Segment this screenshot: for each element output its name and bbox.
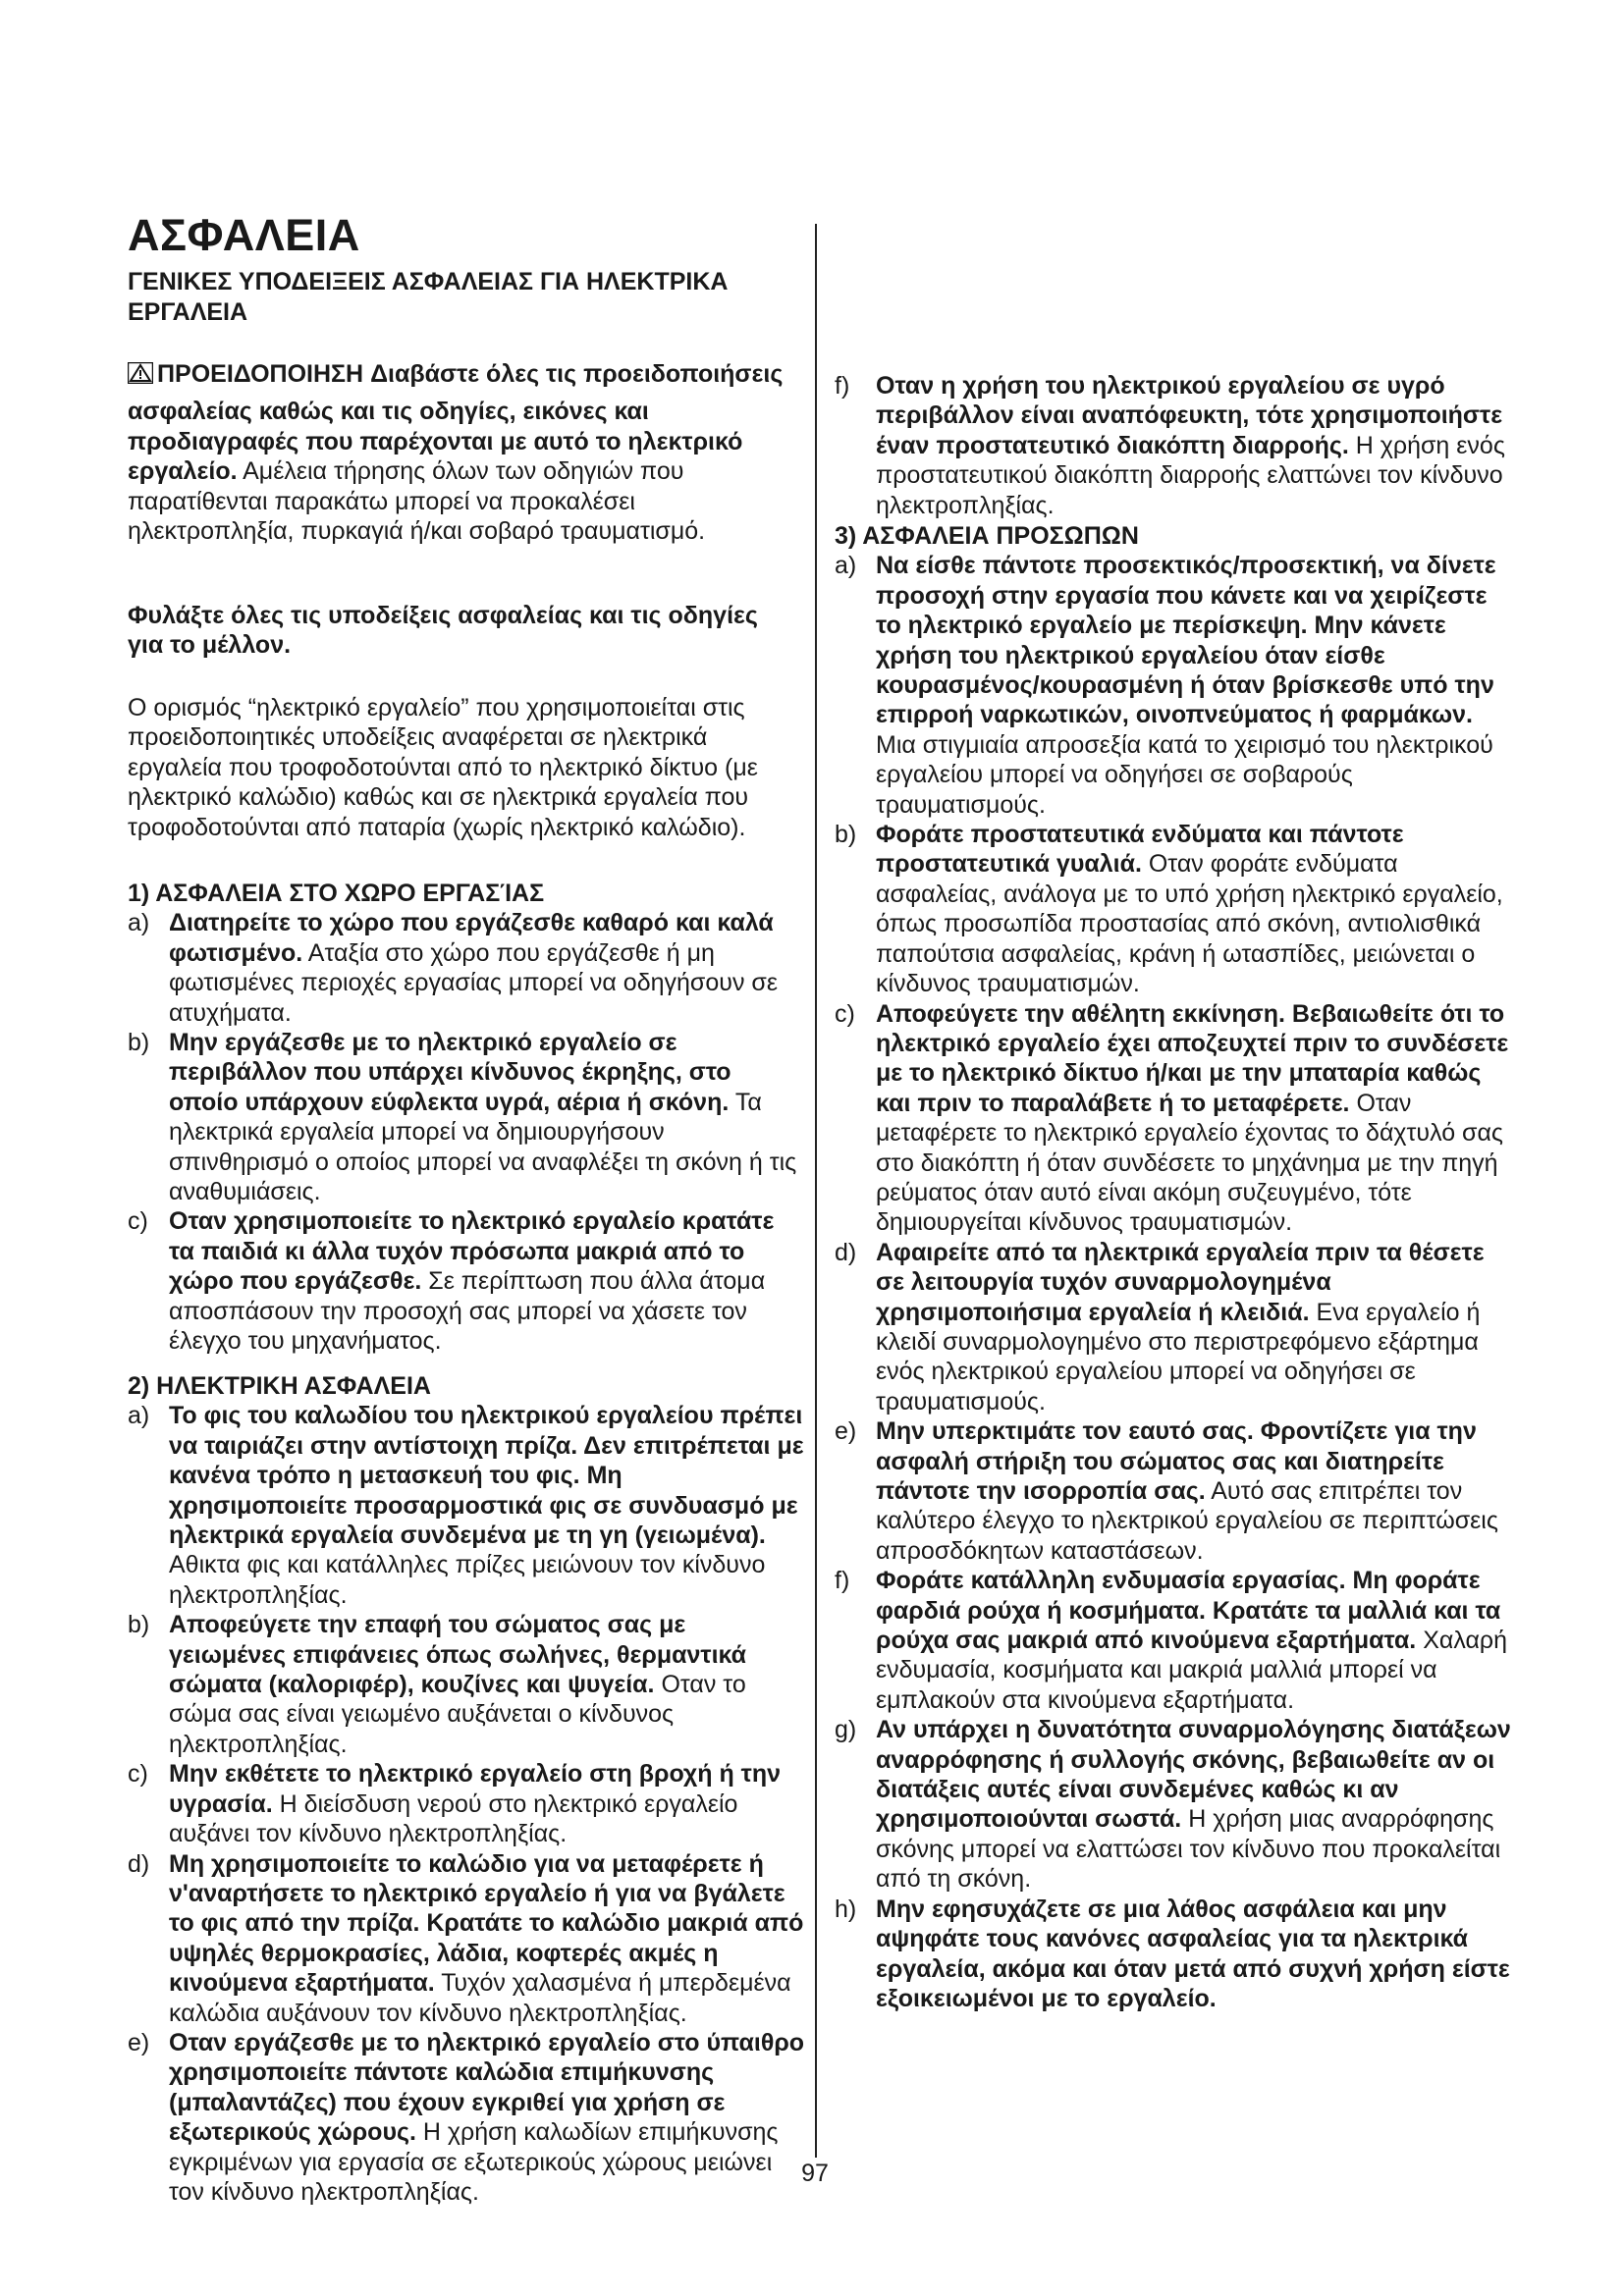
list-item: e) Οταν εργάζεσθε με το ηλεκτρικό εργαλείο στο ύπαιθρο χρησιμοποιείτε πάντοτε καλώδια επιμήκυνσης (μπαλαντάζες) που έχουν εγκριθεί για χρήση σε εξωτερικούς χώρους. Η χρήση καλωδίων επιμήκυνσης εγκριμένων για εργασία σε εξωτερικούς χώρους μειώνει τον κίνδυνο ηλεκτροπληξίας. xyxy=(128,2028,805,2206)
list-item: c) Οταν χρησιμοποιείτε το ηλεκτρικό εργαλείο κρατάτε τα παιδιά κι άλλα τυχόν πρόσωπα μακριά από το χώρο που εργάζεσθε. Σε περίπτωση που άλλα άτομα αποσπάσουν την προσοχή σας μπορεί να χάσετε τον έλεγχο του μηχανήματος. xyxy=(128,1207,775,1356)
warning-text: Αμέλεια τήρησης όλων των οδηγιών που παρατίθενται παρακάτω μπορεί να προκαλέσει ηλεκτροπληξία, πυρκαγιά ή/και σοβαρό τραυματισμό. xyxy=(128,457,706,546)
definition-paragraph: Ο ορισμός “ηλεκτρικό εργαλείο” που χρησιμοποιείται στις προειδοποιητικές υποδείξεις αναφέρεται σε ηλεκτρικά εργαλεία που τροφοδοτούνται από το ηλεκτρικό δίκτυο (με ηλεκτρικό καλώδιο) καθώς και σε ηλεκτρικά εργαλεία που τροφοδοτούνται από παταρία (χωρίς ηλεκτρικό καλώδιο). xyxy=(128,694,758,841)
section-2-heading: 2) ΗΛΕΚΤΡΙΚΗ ΑΣΦΑΛΕΙΑ xyxy=(128,1372,431,1400)
list-item: f) Οταν η χρήση του ηλεκτρικού εργαλείου σε υγρό περιβάλλον είναι αναπόφευκτη, τότε χρησιμοποιήστε έναν προστατευτικό διακόπτη διαρροής. Η χρήση ενός προστατευτικού διακόπτη διαρροής ελαττώνει τον κίνδυνο ηλεκτροπληξίας. xyxy=(835,372,1505,519)
list-item: h) Μην εφησυχάζετε σε μια λάθος ασφάλεια και μην αψηφάτε τους κανόνες ασφαλείας για τα ηλεκτρικά εργαλεία, ακόμα και όταν μετά από συχνή χρήση είστε εξοικειωμένοι με το εργαλείο. xyxy=(835,1895,1510,2012)
section-2-continued xyxy=(835,371,1512,520)
list-item: e) Μην υπερκτιμάτε τον εαυτό σας. Φροντίζετε για την ασφαλή στήριξη του σώματος σας και διατηρείτε πάντοτε την ισορροπία σας. Αυτό σας επιτρέπει τον καλύτερο έλεγχο το ηλεκτρικού εργαλείου σε περιπτώσεις απροσδόκητων καταστάσεων. xyxy=(835,1417,1498,1565)
warning-triangle-icon xyxy=(128,362,153,384)
list-item: c) Μην εκθέτετε το ηλεκτρικό εργαλείο στη βροχή ή την υγρασία. Η διείσδυση νερού στο ηλεκτρικό εργαλείο αυξάνει τον κίνδυνο ηλεκτροπληξίας. xyxy=(128,1760,781,1848)
list-item: g) Αν υπάρχει η δυνατότητα συναρμολόγησης διατάξεων αναρρόφησης ή συλλογής σκόνης, βεβαιωθείτε αν οι διατάξεις αυτές είναι συνδεμένες καθώς κι αν χρησιμοποιούνται σωστά. Η χρήση μιας αναρρόφησης σκόνης μπορεί να ελαττώσει τον κίνδυνο που προκαλείται από τη σκόνη. xyxy=(835,1716,1511,1894)
list-item: a) Διατηρείτε το χώρο που εργάζεσθε καθαρό και καλά φωτισμένο. Αταξία στο χώρο που εργάζεσθε ή μη φωτισμένες περιοχές εργασίας μπορεί να οδηγήσουν σε ατυχήματα. xyxy=(128,909,778,1027)
list-item: f) Φοράτε κατάλληλη ενδυμασία εργασίας. Μη φοράτε φαρδιά ρούχα ή κοσμήματα. Κρατάτε τα μαλλιά και τα ρούχα σας μακριά από κινούμενα εξαρτήματα. Χαλαρή ενδυμασία, κοσμήματα και μακριά μαλλιά μπορεί να εμπλακούν στα κινούμενα εξαρτήματα. xyxy=(835,1567,1508,1714)
list-item: d) Αφαιρείτε από τα ηλεκτρικά εργαλεία πριν τα θέσετε σε λειτουργία τυχόν συναρμολογημένα χρησιμοποιήσιμα εργαλεία ή κλειδιά. Ενα εργαλείο ή κλειδί συναρμολογημένο στο περιστρεφόμενο εξάρτημα ενός ηλεκτρικού εργαλείου μπορεί να οδηγήσει σε τραυματισμούς. xyxy=(835,1238,1485,1415)
keep-instructions: Φυλάξτε όλες τις υποδείξεις ασφαλείας και τις οδηγίες για το μέλλον. xyxy=(128,602,758,660)
section-subtitle: ΓΕΝΙΚΕΣ ΥΠΟΔΕΙΞΕΙΣ ΑΣΦΑΛΕΙΑΣ ΓΙΑ ΗΛΕΚΤΡΙΚΑ ΕΡΓΑΛΕΙΑ xyxy=(128,268,729,326)
page-title: ΑΣΦΑΛΕΙΑ xyxy=(128,210,360,260)
column-divider xyxy=(815,224,817,2158)
section-1-heading: 1) ΑΣΦΑΛΕΙΑ ΣΤΟ ΧΩΡΟ ΕΡΓΑΣΊΑΣ xyxy=(128,880,545,907)
page-number: 97 xyxy=(801,2160,829,2187)
list-item: b) Μην εργάζεσθε με το ηλεκτρικό εργαλείο σε περιβάλλον που υπάρχει κίνδυνος έκρηξης, στο οποίο υπάρχουν εύφλεκτα υγρά, αέρια ή σκόνη. Τα ηλεκτρικά εργαλεία μπορεί να δημιουργήσουν σπινθηρισμό ο οποίος μπορεί να αναφλέξει τη σκόνη ή τις αναθυμιάσεις. xyxy=(128,1029,797,1206)
section-2 xyxy=(128,1371,805,2207)
warning-bold: Διαβάστε όλες τις προειδοποιήσεις ασφαλείας καθώς και τις οδηγίες, εικόνες και προδιαγραφές που παρέχονται με αυτό το ηλεκτρικό εργαλείο. xyxy=(128,360,784,486)
list-item: c) Αποφεύγετε την αθέλητη εκκίνηση. Βεβαιωθείτε ότι το ηλεκτρικό εργαλείο έχει αποζευχτεί πριν το συνδέσετε με το ηλεκτρικό δίκτυο ή/και με την μπαταρία καθώς και πριν το παραλάβετε ή το μεταφέρετε. Οταν μεταφέρετε το ηλεκτρικό εργαλείο έχοντας το δάχτυλό σας στο διακόπτη ή όταν συνδέσετε το μηχάνημα με την πηγή ρεύματος όταν αυτό είναι ακόμη συζευγμένο, τότε δημιουργείται κίνδυνος τραυματισμών. xyxy=(835,999,1509,1237)
list-item: d) Μη χρησιμοποιείτε το καλώδιο για να μεταφέρετε ή ν'αναρτήσετε το ηλεκτρικό εργαλείο ή για να βγάλετε το φις από την πρίζα. Κρατάτε το καλώδιο μακριά από υψηλές θερμοκρασίες, λάδια, κοφτερές ακμές η κινούμενα εξαρτήματα. Τυχόν χαλασμένα ή μπερδεμένα καλώδια αυξάνουν τον κίνδυνο ηλεκτροπληξίας. xyxy=(128,1849,804,2027)
warning-paragraph xyxy=(128,359,805,546)
section-3 xyxy=(835,521,1512,2013)
section-1 xyxy=(128,879,805,1357)
warning-label: ΠΡΟΕΙΔΟΠΟΙΗΣΗ xyxy=(157,360,364,388)
list-item: a) Να είσθε πάντοτε προσεκτικός/προσεκτική, να δίνετε προσοχή στην εργασία που κάνετε και να χειρίζεστε το ηλεκτρικό εργαλείο με περίσκεψη. Μην κάνετε χρήση του ηλεκτρικού εργαλείου όταν είσθε κουρασμένος/κουρασμένη ή όταν βρίσκεσθε υπό την επιρροή ναρκωτικών, οινοπνεύματος ή φαρμάκων. Μια στιγμιαία απροσεξία κατά το χειρισμό του ηλεκτρικού εργαλείου μπορεί να οδηγήσει σε σοβαρούς τραυματισμούς. xyxy=(835,552,1496,819)
list-item: b) Φοράτε προστατευτικά ενδύματα και πάντοτε προστατευτικά γυαλιά. Οταν φοράτε ενδύματα ασφαλείας, ανάλογα με το υπό χρήση ηλεκτρικό εργαλείο, όπως προσωπίδα προστασίας από σκόνη, αντιολισθικά παπούτσια ασφαλείας, κράνη ή ωτασπίδες, μειώνεται ο κίνδυνος τραυματισμών. xyxy=(835,821,1503,998)
section-3-heading: 3) ΑΣΦΑΛΕΙΑ ΠΡΟΣΩΠΩΝ xyxy=(835,522,1139,550)
list-item: b) Αποφεύγετε την επαφή του σώματος σας με γειωμένες επιφάνειες όπως σωλήνες, θερμαντικά σώματα (καλοριφέρ), κουζίνες και ψυγεία. Οταν το σώμα σας είναι γειωμένο αυξάνεται ο κίνδυνος ηλεκτροπληξίας. xyxy=(128,1611,746,1758)
list-item: a) Το φις του καλωδίου του ηλεκτρικού εργαλείου πρέπει να ταιριάζει στην αντίστοιχη πρίζα. Δεν επιτρέπεται με κανένα τρόπο η μετασκευή του φις. Μη χρησιμοποιείτε προσαρμοστικά φις σε συνδυασμό με ηλεκτρικά εργαλεία συνδεμένα με τη γη (γειωμένα). Αθικτα φις και κατάλληλες πρίζες μειώνουν τον κίνδυνο ηλεκτροπληξίας. xyxy=(128,1402,804,1609)
